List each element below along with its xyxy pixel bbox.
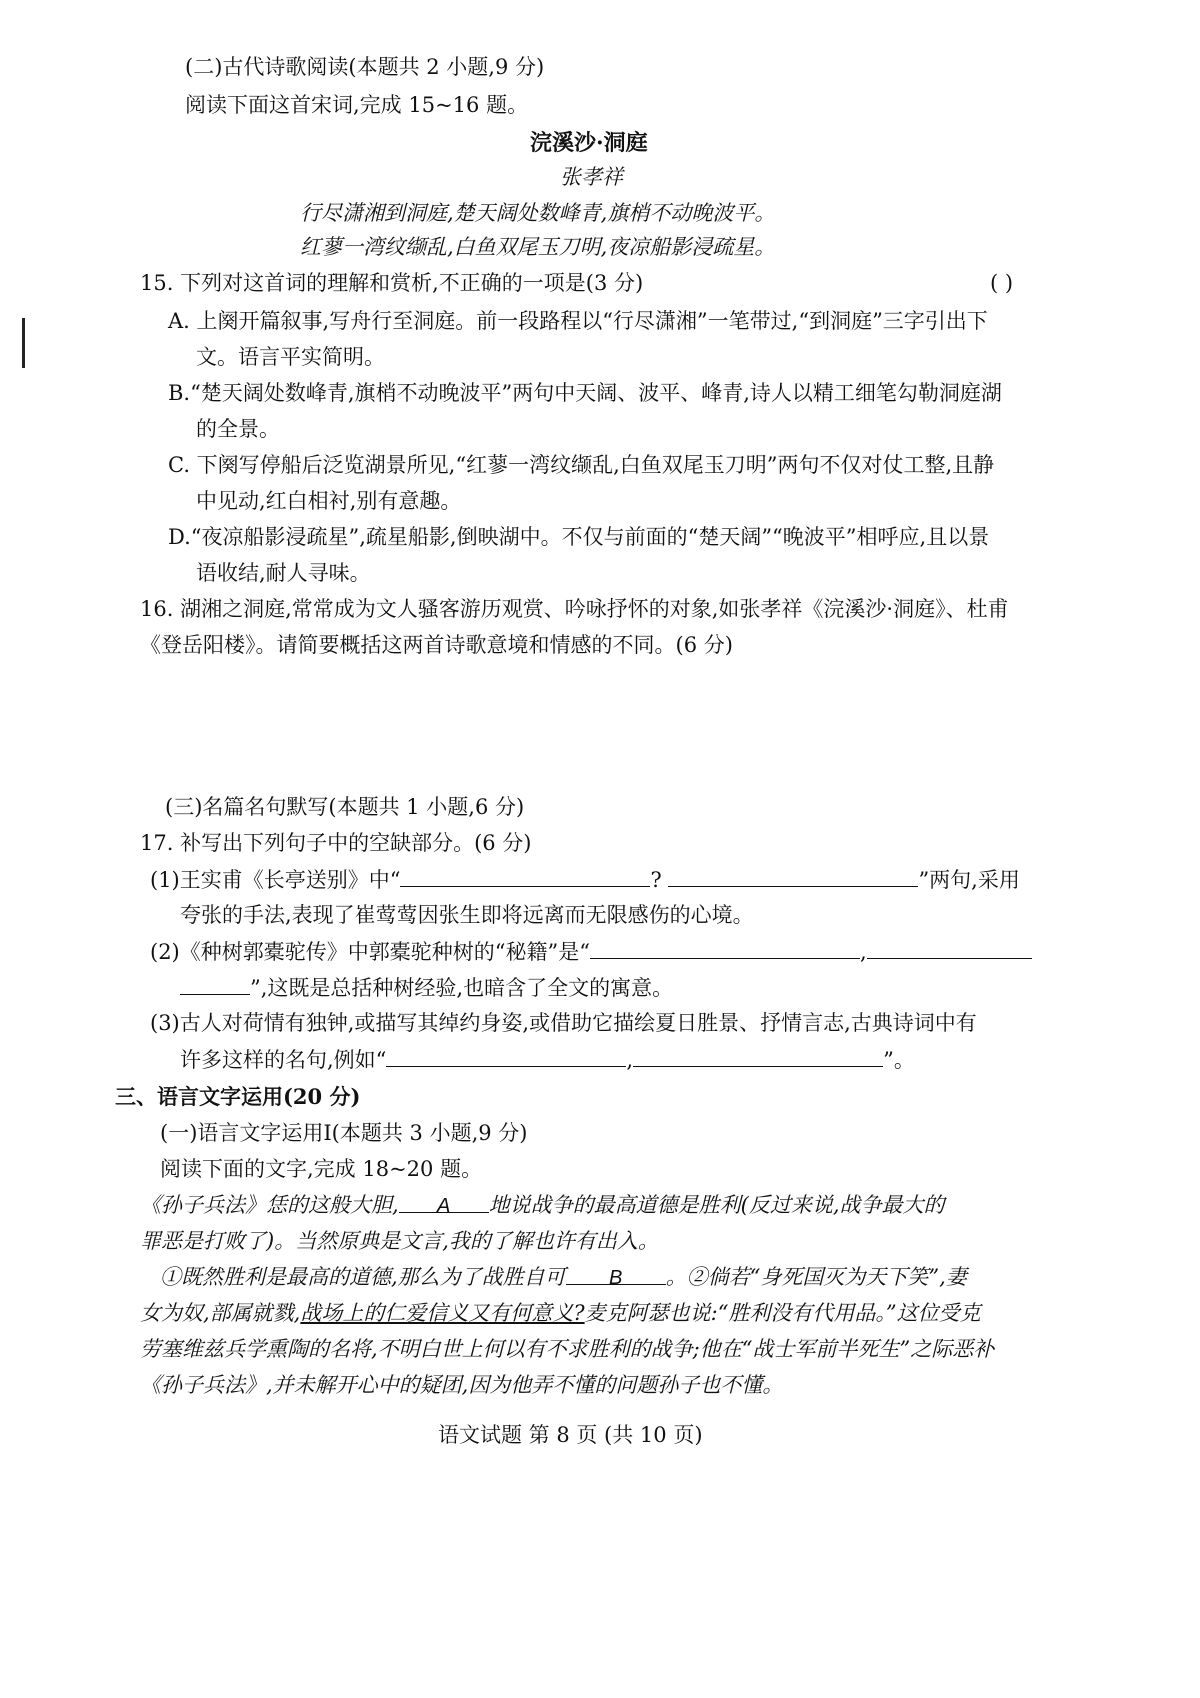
answer-blank[interactable] [180,972,250,995]
fill-item-2 [150,936,1032,967]
underlined-sentence: 战场上的仁爱信义又有何意义? [300,1301,585,1325]
poem-line: 行尽潇湘到洞庭,楚天阔处数峰青,旗梢不动晚波平。 [300,201,776,225]
answer-blank[interactable] [668,864,918,887]
poem-line: 红蓼一湾纹缬乱,白鱼双尾玉刀明,夜凉船影浸疏星。 [300,235,776,259]
answer-blank-a[interactable] [399,1190,489,1217]
item-text: ”。 [883,1048,915,1072]
option-b: B.“楚天阔处数峰青,旗梢不动晚波平”两句中天阔、波平、峰青,诗人以精工细笔勾勒洞庭湖 [168,381,1002,405]
item-text: ”两句,采用 [918,868,1020,892]
answer-blank[interactable] [386,1044,626,1067]
answer-blank[interactable] [400,864,650,887]
answer-blank[interactable] [590,936,860,959]
item-text: , [626,1048,634,1072]
blank-label: A [437,1195,451,1217]
passage-text: 麦克阿瑟也说:“胜利没有代用品。”这位受克 [584,1301,981,1325]
option-d: D.“夜凉船影浸疏星”,疏星船影,倒映湖中。不仅与前面的“楚天阔”“晚波平”相呼应,且以景 [168,525,990,549]
fill-item-1-cont: 夸张的手法,表现了崔莺莺因张生即将远离而无限感伤的心境。 [180,903,754,927]
subsection-header: (一)语言文字运用Ⅰ(本题共 3 小题,9 分) [160,1121,528,1145]
passage-line [160,1262,967,1292]
fill-item-3: (3)古人对荷情有独钟,或描写其绰约身姿,或借助它描绘夏日胜景、抒情言志,古典诗词中有 [150,1011,977,1035]
fill-item-1 [150,864,1020,895]
item-text: (2)《种树郭橐驼传》中郭橐驼种树的“秘籍”是“ [150,940,590,964]
answer-blank-b[interactable] [566,1262,666,1289]
passage-text: 《孙子兵法》恁的这般大胆, [140,1193,399,1217]
option-c-cont: 中见动,红白相衬,别有意趣。 [196,489,462,513]
question-stem: 15. 下列对这首词的理解和赏析,不正确的一项是(3 分) [140,271,644,295]
blank-label: B [609,1267,623,1289]
poem-author: 张孝祥 [560,165,623,189]
passage-text: 地说战争的最高道德是胜利(反过来说,战争最大的 [488,1193,945,1217]
poem-title: 浣溪沙·洞庭 [530,130,648,156]
option-c: C. 下阕写停船后泛览湖景所见,“红蓼一湾纹缬乱,白鱼双尾玉刀明”两句不仅对仗工整,且静 [168,453,995,477]
section-instruction: 阅读下面这首宋词,完成 15~16 题。 [185,93,529,117]
passage-line: 罪恶是打败了)。当然原典是文言,我的了解也许有出入。 [140,1229,659,1253]
question-17: 17. 补写出下列句子中的空缺部分。(6 分) [140,831,532,855]
passage-text: ①既然胜利是最高的道德,那么为了战胜自可 [160,1265,566,1289]
item-text: , [859,940,867,964]
section-header: (二)古代诗歌阅读(本题共 2 小题,9 分) [185,55,545,79]
passage-text: 女为奴,部属就戮, [140,1301,301,1325]
answer-blank[interactable] [633,1044,883,1067]
passage-line [140,1190,945,1220]
passage-line [140,1298,981,1328]
fill-item-3-cont [180,1044,915,1075]
answer-paren: ( ) [990,271,1014,295]
passage-instruction: 阅读下面的文字,完成 18~20 题。 [160,1157,483,1181]
option-b-cont: 的全景。 [196,417,280,441]
passage-text: 。②倘若“身死国灭为天下笑”,妻 [665,1265,967,1289]
question-16-cont: 《登岳阳楼》。请简要概括这两首诗歌意境和情感的不同。(6 分) [140,633,733,657]
question-16: 16. 湖湘之洞庭,常常成为文人骚客游历观赏、吟咏抒怀的对象,如张孝祥《浣溪沙·洞庭》、杜甫 [140,597,1009,621]
option-a: A. 上阕开篇叙事,写舟行至洞庭。前一段路程以“行尽潇湘”一笔带过,“到洞庭”三字引出下 [168,309,988,333]
item-text: ”,这既是总括种树经验,也暗含了全文的寓意。 [250,976,674,1000]
page-footer: 语文试题 第 8 页 (共 10 页) [438,1423,703,1447]
answer-blank[interactable] [867,936,1032,959]
section-header: (三)名篇名句默写(本题共 1 小题,6 分) [165,795,525,819]
margin-mark [22,318,25,368]
passage-line: 《孙子兵法》,并未解开心中的疑团,因为他弄不懂的问题孙子也不懂。 [140,1373,784,1397]
item-text: ? [650,868,662,892]
option-a-cont: 文。语言平实简明。 [196,345,385,369]
item-text: 许多这样的名句,例如“ [180,1048,387,1072]
option-d-cont: 语收结,耐人寻味。 [196,561,371,585]
item-text: (1)王实甫《长亭送别》中“ [150,868,401,892]
part-header: 三、语言文字运用(20 分) [115,1084,361,1109]
fill-item-2-cont [180,972,673,1003]
passage-line: 劳塞维兹兵学熏陶的名将,不明白世上何以有不求胜利的战争;他在“战士军前半死生”之际恶补 [140,1337,995,1361]
